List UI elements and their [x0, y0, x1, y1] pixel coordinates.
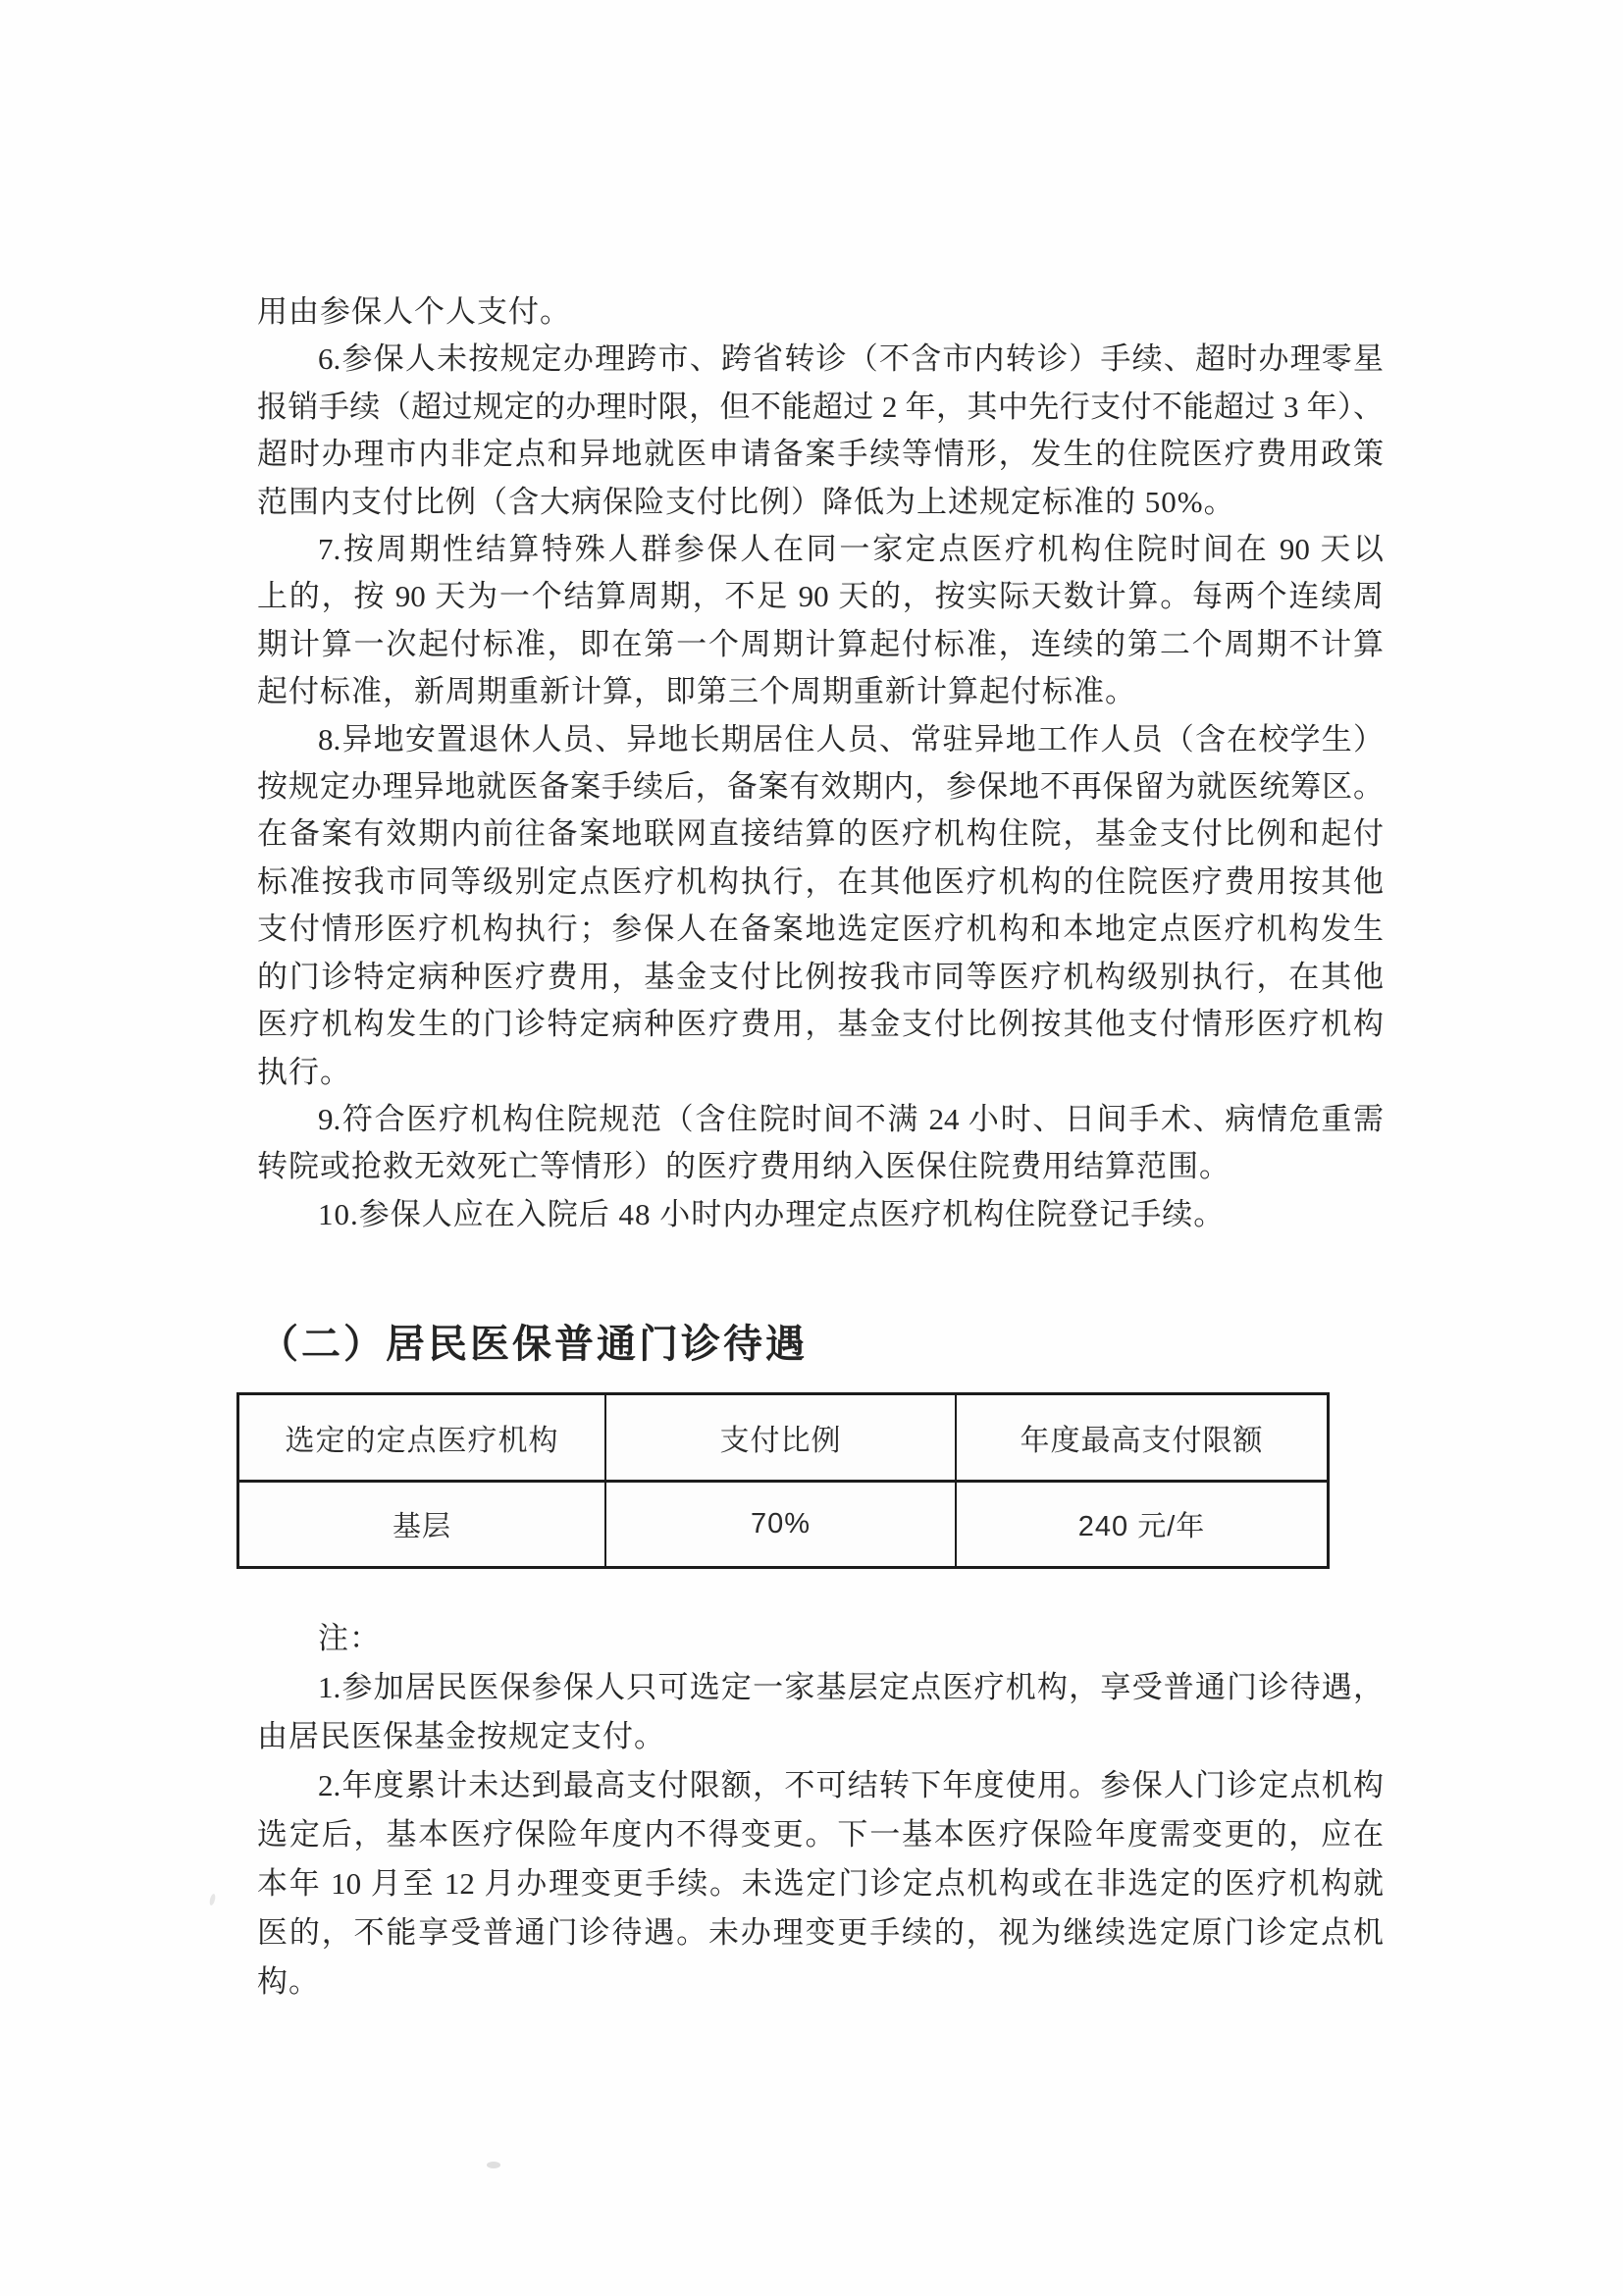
text-line: 选定后，基本医疗保险年度内不得变更。下一基本医疗保险年度需变更的，应在 — [257, 1817, 1384, 1852]
scan-artifact — [209, 1894, 217, 1906]
table-header-provider: 选定的定点医疗机构 — [239, 1395, 606, 1483]
text-line: 1.参加居民医保参保人只可选定一家基层定点医疗机构，享受普通门诊待遇， — [318, 1670, 1384, 1704]
text-line: 8.异地安置退休人员、异地长期居住人员、常驻异地工作人员（含在校学生） — [318, 721, 1384, 757]
text-line: 医疗机构发生的门诊特定病种医疗费用，基金支付比例按其他支付情形医疗机构 — [257, 1007, 1384, 1042]
text-line: 10.参保人应在入院后 48 小时内办理定点医疗机构住院登记手续。 — [318, 1196, 1226, 1231]
text-line: 6.参保人未按规定办理跨市、跨省转诊（不含市内转诊）手续、超时办理零星 — [318, 341, 1384, 377]
text-line: 用由参保人个人支付。 — [257, 294, 571, 329]
text-line: 由居民医保基金按规定支付。 — [257, 1719, 665, 1753]
text-line: 构。 — [257, 1964, 320, 1999]
text-line: 9.符合医疗机构住院规范（含住院时间不满 24 小时、日间手术、病情危重需 — [318, 1101, 1384, 1136]
text-line: 的门诊特定病种医疗费用，基金支付比例按我市同等医疗机构级别执行，在其他 — [257, 959, 1384, 994]
table-header-pay-ratio: 支付比例 — [606, 1395, 957, 1483]
text-line: 范围内支付比例（含大病保险支付比例）降低为上述规定标准的 50%。 — [257, 484, 1235, 519]
text-line: 转院或抢救无效死亡等情形）的医疗费用纳入医保住院费用结算范围。 — [257, 1149, 1230, 1184]
text-line: 支付情形医疗机构执行；参保人在备案地选定医疗机构和本地定点医疗机构发生 — [257, 912, 1384, 947]
table-cell-pay-ratio: 70% — [606, 1483, 957, 1566]
text-line: 超时办理市内非定点和异地就医申请备案手续等情形，发生的住院医疗费用政策 — [257, 437, 1384, 472]
text-line: 执行。 — [257, 1054, 351, 1089]
outpatient-benefit-table — [236, 1392, 1330, 1569]
text-line: 7.按周期性结算特殊人群参保人在同一家定点医疗机构住院时间在 90 天以 — [318, 532, 1384, 567]
text-line: 在备案有效期内前往备案地联网直接结算的医疗机构住院，基金支付比例和起付 — [257, 816, 1384, 852]
text-line: 上的，按 90 天为一个结算周期，不足 90 天的，按实际天数计算。每两个连续周 — [257, 579, 1384, 614]
body-text-block — [257, 288, 1384, 1238]
text-line: 按规定办理异地就医备案手续后，备案有效期内，参保地不再保留为就医统筹区。 — [257, 769, 1384, 805]
text-line: 医的，不能享受普通门诊待遇。未办理变更手续的，视为继续选定原门诊定点机 — [257, 1915, 1384, 1950]
text-line: 标准按我市同等级别定点医疗机构执行，在其他医疗机构的住院医疗费用按其他 — [257, 863, 1384, 899]
table-cell-provider: 基层 — [239, 1483, 606, 1566]
section-heading: （二）居民医保普通门诊待遇 — [259, 1322, 808, 1366]
text-line: 期计算一次起付标准，即在第一个周期计算起付标准，连续的第二个周期不计算 — [257, 626, 1384, 661]
text-line: 起付标准，新周期重新计算，即第三个周期重新计算起付标准。 — [257, 674, 1136, 709]
text-line: 报销手续（超过规定的办理时限，但不能超过 2 年，其中先行支付不能超过 3 年）、 — [257, 389, 1384, 424]
notes-block — [257, 1614, 1384, 2007]
text-line: 本年 10 月至 12 月办理变更手续。未选定门诊定点机构或在非选定的医疗机构就 — [257, 1866, 1384, 1901]
scan-artifact — [487, 2162, 500, 2168]
text-line: 2.年度累计未达到最高支付限额，不可结转下年度使用。参保人门诊定点机构 — [318, 1768, 1384, 1802]
table-cell-annual-limit: 240 元/年 — [1077, 1511, 1206, 1542]
text-line: 注： — [318, 1621, 381, 1655]
table-header-annual-limit: 年度最高支付限额 — [957, 1395, 1327, 1483]
